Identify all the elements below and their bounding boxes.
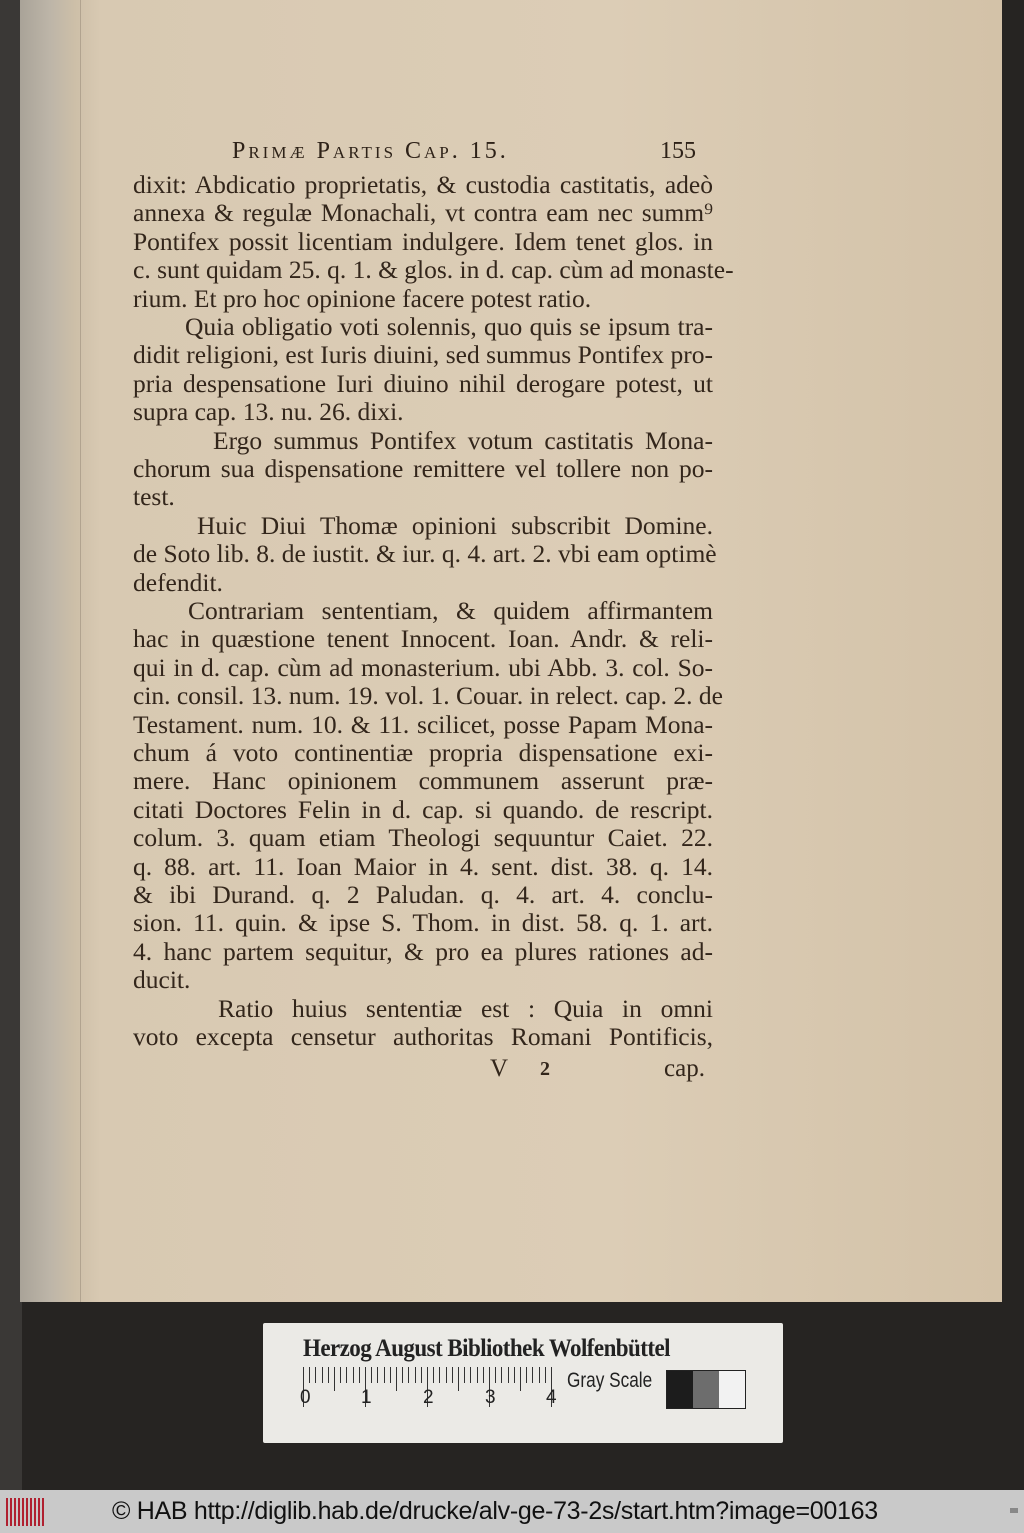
gray-swatch-light bbox=[719, 1371, 745, 1408]
ruler-number: 3 bbox=[485, 1387, 496, 1408]
ruler-tick bbox=[371, 1367, 372, 1383]
catchword: cap. bbox=[664, 1055, 705, 1082]
text-line: Ratio huius sententiæ est : Quia in omni bbox=[218, 993, 713, 1023]
ruler-tick bbox=[340, 1367, 341, 1383]
ruler-tick bbox=[390, 1367, 391, 1383]
text-line: qui in d. cap. cùm ad monasterium. ubi Abb. 3. col. So- bbox=[133, 652, 713, 682]
ruler-tick bbox=[433, 1367, 434, 1383]
ruler-tick bbox=[464, 1367, 465, 1383]
ruler-tick bbox=[539, 1367, 540, 1383]
ruler-tick bbox=[346, 1367, 347, 1383]
text-line: chorum sua dispensatione remittere vel tollere non po- bbox=[133, 454, 713, 483]
ruler-tick bbox=[334, 1367, 335, 1391]
footer-mark-icon bbox=[1010, 1508, 1018, 1513]
ruler-tick bbox=[439, 1367, 440, 1383]
page-binding-edge bbox=[20, 0, 81, 1302]
gray-scale-swatches bbox=[666, 1370, 746, 1409]
ruler-tick bbox=[328, 1367, 329, 1383]
signature-number: 2 bbox=[540, 1058, 550, 1080]
text-line: colum. 3. quam etiam Theologi sequuntur Caiet. 22. bbox=[133, 823, 713, 853]
text-line: ducit. bbox=[133, 965, 191, 995]
running-head: Primæ Partis Cap. 15. bbox=[232, 138, 509, 164]
text-line: annexa & regulæ Monachali, vt contra eam nec summ⁹ bbox=[133, 198, 713, 228]
ruler-tick bbox=[470, 1367, 471, 1383]
text-line: & ibi Durand. q. 2 Paludan. q. 4. art. 4. conclu- bbox=[133, 880, 713, 909]
text-line: Quia obligatio voti solennis, quo quis se ipsum tra- bbox=[185, 312, 713, 341]
footer-copyright-link[interactable]: © HAB http://diglib.hab.de/drucke/alv-ge-73-2s/start.htm?image=00163 bbox=[112, 1497, 878, 1525]
ruler-tick bbox=[501, 1367, 502, 1383]
text-line: didit religioni, est Iuris diuini, sed summus Pontifex pro- bbox=[133, 340, 713, 370]
ruler-tick bbox=[315, 1367, 316, 1383]
ruler-tick bbox=[520, 1367, 521, 1391]
ruler-tick bbox=[359, 1367, 360, 1383]
footer-bar bbox=[0, 1490, 1024, 1533]
gray-swatch-mid bbox=[693, 1371, 719, 1408]
gray-swatch-dark bbox=[667, 1371, 693, 1408]
gray-scale-label: Gray Scale bbox=[567, 1369, 653, 1392]
ruler-tick bbox=[446, 1367, 447, 1383]
ruler-tick bbox=[495, 1367, 496, 1383]
text-line: rium. Et pro hoc opinione facere potest ratio. bbox=[133, 283, 592, 313]
ruler-tick bbox=[309, 1367, 310, 1383]
ruler-number: 1 bbox=[361, 1387, 372, 1408]
text-line: pria despensatione Iuri diuino nihil derogare potest, ut bbox=[133, 368, 713, 398]
ruler-tick bbox=[415, 1367, 416, 1383]
ruler-tick bbox=[545, 1367, 546, 1383]
text-line: supra cap. 13. nu. 26. dixi. bbox=[133, 397, 404, 427]
text-line: defendit. bbox=[133, 567, 223, 597]
ruler-tick bbox=[514, 1367, 515, 1383]
library-name: Herzog August Bibliothek Wolfenbüttel bbox=[303, 1335, 671, 1362]
ruler-tick bbox=[458, 1367, 459, 1391]
ruler-tick bbox=[353, 1367, 354, 1383]
signature-letter: V bbox=[490, 1055, 509, 1082]
text-line: q. 88. art. 11. Ioan Maior in 4. sent. dist. 38. q. 14. bbox=[133, 851, 713, 881]
text-line: c. sunt quidam 25. q. 1. & glos. in d. cap. cùm ad monaste- bbox=[133, 255, 734, 285]
text-line: 4. hanc partem sequitur, & pro ea plures rationes ad- bbox=[133, 936, 713, 966]
hab-logo-icon bbox=[6, 1498, 44, 1526]
text-line: Contrariam sententiam, & quidem affirmantem bbox=[188, 596, 713, 625]
text-line: cin. consil. 13. num. 19. vol. 1. Couar. in relect. cap. 2. de bbox=[133, 681, 723, 711]
ruler-number: 2 bbox=[423, 1387, 434, 1408]
text-line: hac in quæstione tenent Innocent. Ioan. Andr. & reli- bbox=[133, 624, 713, 654]
ruler-tick bbox=[452, 1367, 453, 1383]
text-line: test. bbox=[133, 482, 175, 512]
text-line: Pontifex possit licentiam indulgere. Idem tenet glos. in bbox=[133, 226, 713, 256]
text-line: mere. Hanc opinionem communem asserunt præ- bbox=[133, 766, 713, 796]
ruler-number: 4 bbox=[546, 1387, 557, 1408]
ruler-number: 0 bbox=[300, 1387, 311, 1408]
text-line: Testament. num. 10. & 11. scilicet, posse Papam Mona- bbox=[133, 709, 713, 739]
text-line: sion. 11. quin. & ipse S. Thom. in dist. 58. q. 1. art. bbox=[133, 908, 713, 938]
ruler-tick bbox=[532, 1367, 533, 1383]
ruler-tick bbox=[526, 1367, 527, 1383]
background-strip bbox=[0, 0, 22, 1490]
text-line: dixit: Abdicatio proprietatis, & custodia castitatis, adeò bbox=[133, 170, 713, 199]
ruler-tick bbox=[421, 1367, 422, 1383]
ruler-tick bbox=[402, 1367, 403, 1383]
ruler-tick bbox=[384, 1367, 385, 1383]
text-line: Ergo summus Pontifex votum castitatis Mona- bbox=[213, 425, 713, 455]
ruler-tick bbox=[508, 1367, 509, 1383]
text-line: Huic Diui Thomæ opinioni subscribit Domine. bbox=[197, 510, 713, 540]
ruler-tick bbox=[396, 1367, 397, 1391]
text-line: citati Doctores Felin in d. cap. si quando. de rescript. bbox=[133, 794, 713, 824]
ruler-tick bbox=[408, 1367, 409, 1383]
text-line: voto excepta censetur authoritas Romani Pontificis, bbox=[133, 1022, 713, 1051]
text-line: de Soto lib. 8. de iustit. & iur. q. 4. art. 2. vbi eam optimè bbox=[133, 539, 717, 569]
page-number: 155 bbox=[660, 138, 696, 164]
ruler-tick bbox=[483, 1367, 484, 1383]
text-line: chum á voto continentiæ propria dispensatione exi- bbox=[133, 738, 713, 767]
library-color-label bbox=[263, 1323, 783, 1443]
ruler-tick bbox=[377, 1367, 378, 1383]
ruler-tick bbox=[322, 1367, 323, 1383]
ruler-tick bbox=[477, 1367, 478, 1383]
